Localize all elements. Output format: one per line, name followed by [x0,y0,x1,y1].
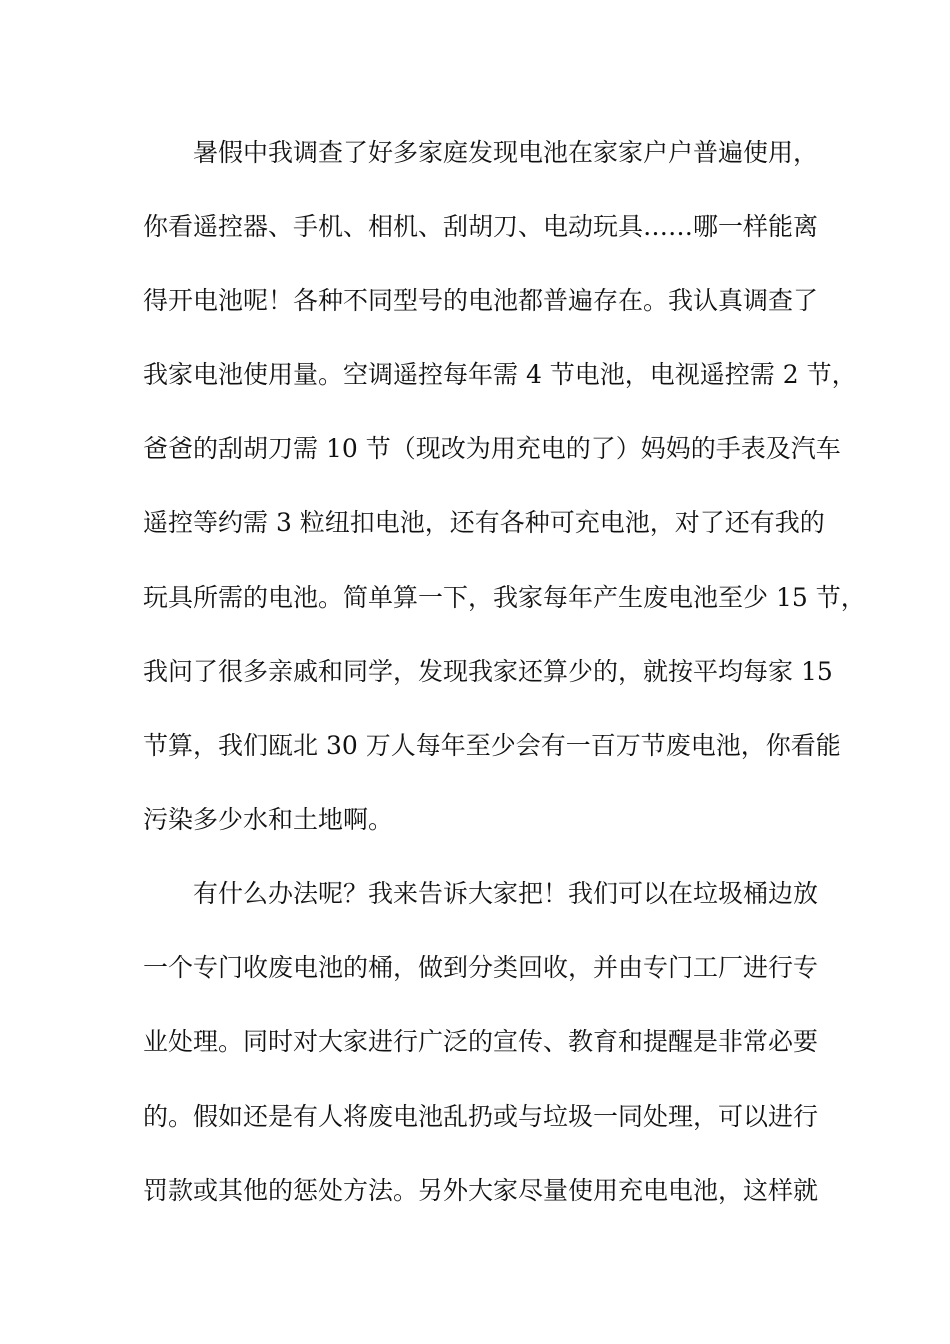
text-line: 爸爸的刮胡刀需 10 节（现改为用充电的了）妈妈的手表及汽车 [143,434,841,463]
text-line: 遥控等约需 3 粒纽扣电池，还有各种可充电池，对了还有我的 [143,508,825,537]
text-line: 玩具所需的电池。简单算一下，我家每年产生废电池至少 15 节， [143,583,866,612]
text-line: 污染多少水和土地啊。 [143,805,394,834]
text-line: 节算，我们瓯北 30 万人每年至少会有一百万节废电池，你看能 [143,731,841,760]
text-line: 你看遥控器、手机、相机、刮胡刀、电动玩具……哪一样能离 [143,212,819,241]
text-line: 暑假中我调查了好多家庭发现电池在家家户户普遍使用， [193,138,819,167]
text-line: 罚款或其他的惩处方法。另外大家尽量使用充电电池，这样就 [143,1176,819,1205]
text-line: 的。假如还是有人将废电池乱扔或与垃圾一同处理，可以进行 [143,1102,819,1131]
text-line: 我问了很多亲戚和同学，发现我家还算少的，就按平均每家 15 [143,657,833,686]
text-line: 业处理。同时对大家进行广泛的宣传、教育和提醒是非常必要 [143,1027,819,1056]
text-line: 我家电池使用量。空调遥控每年需 4 节电池，电视遥控需 2 节， [143,360,857,389]
text-line: 有什么办法呢？我来告诉大家把！我们可以在垃圾桶边放 [193,879,819,908]
text-line: 一个专门收废电池的桶，做到分类回收，并由专门工厂进行专 [143,953,819,982]
text-line: 得开电池呢！各种不同型号的电池都普遍存在。我认真调查了 [143,286,819,315]
